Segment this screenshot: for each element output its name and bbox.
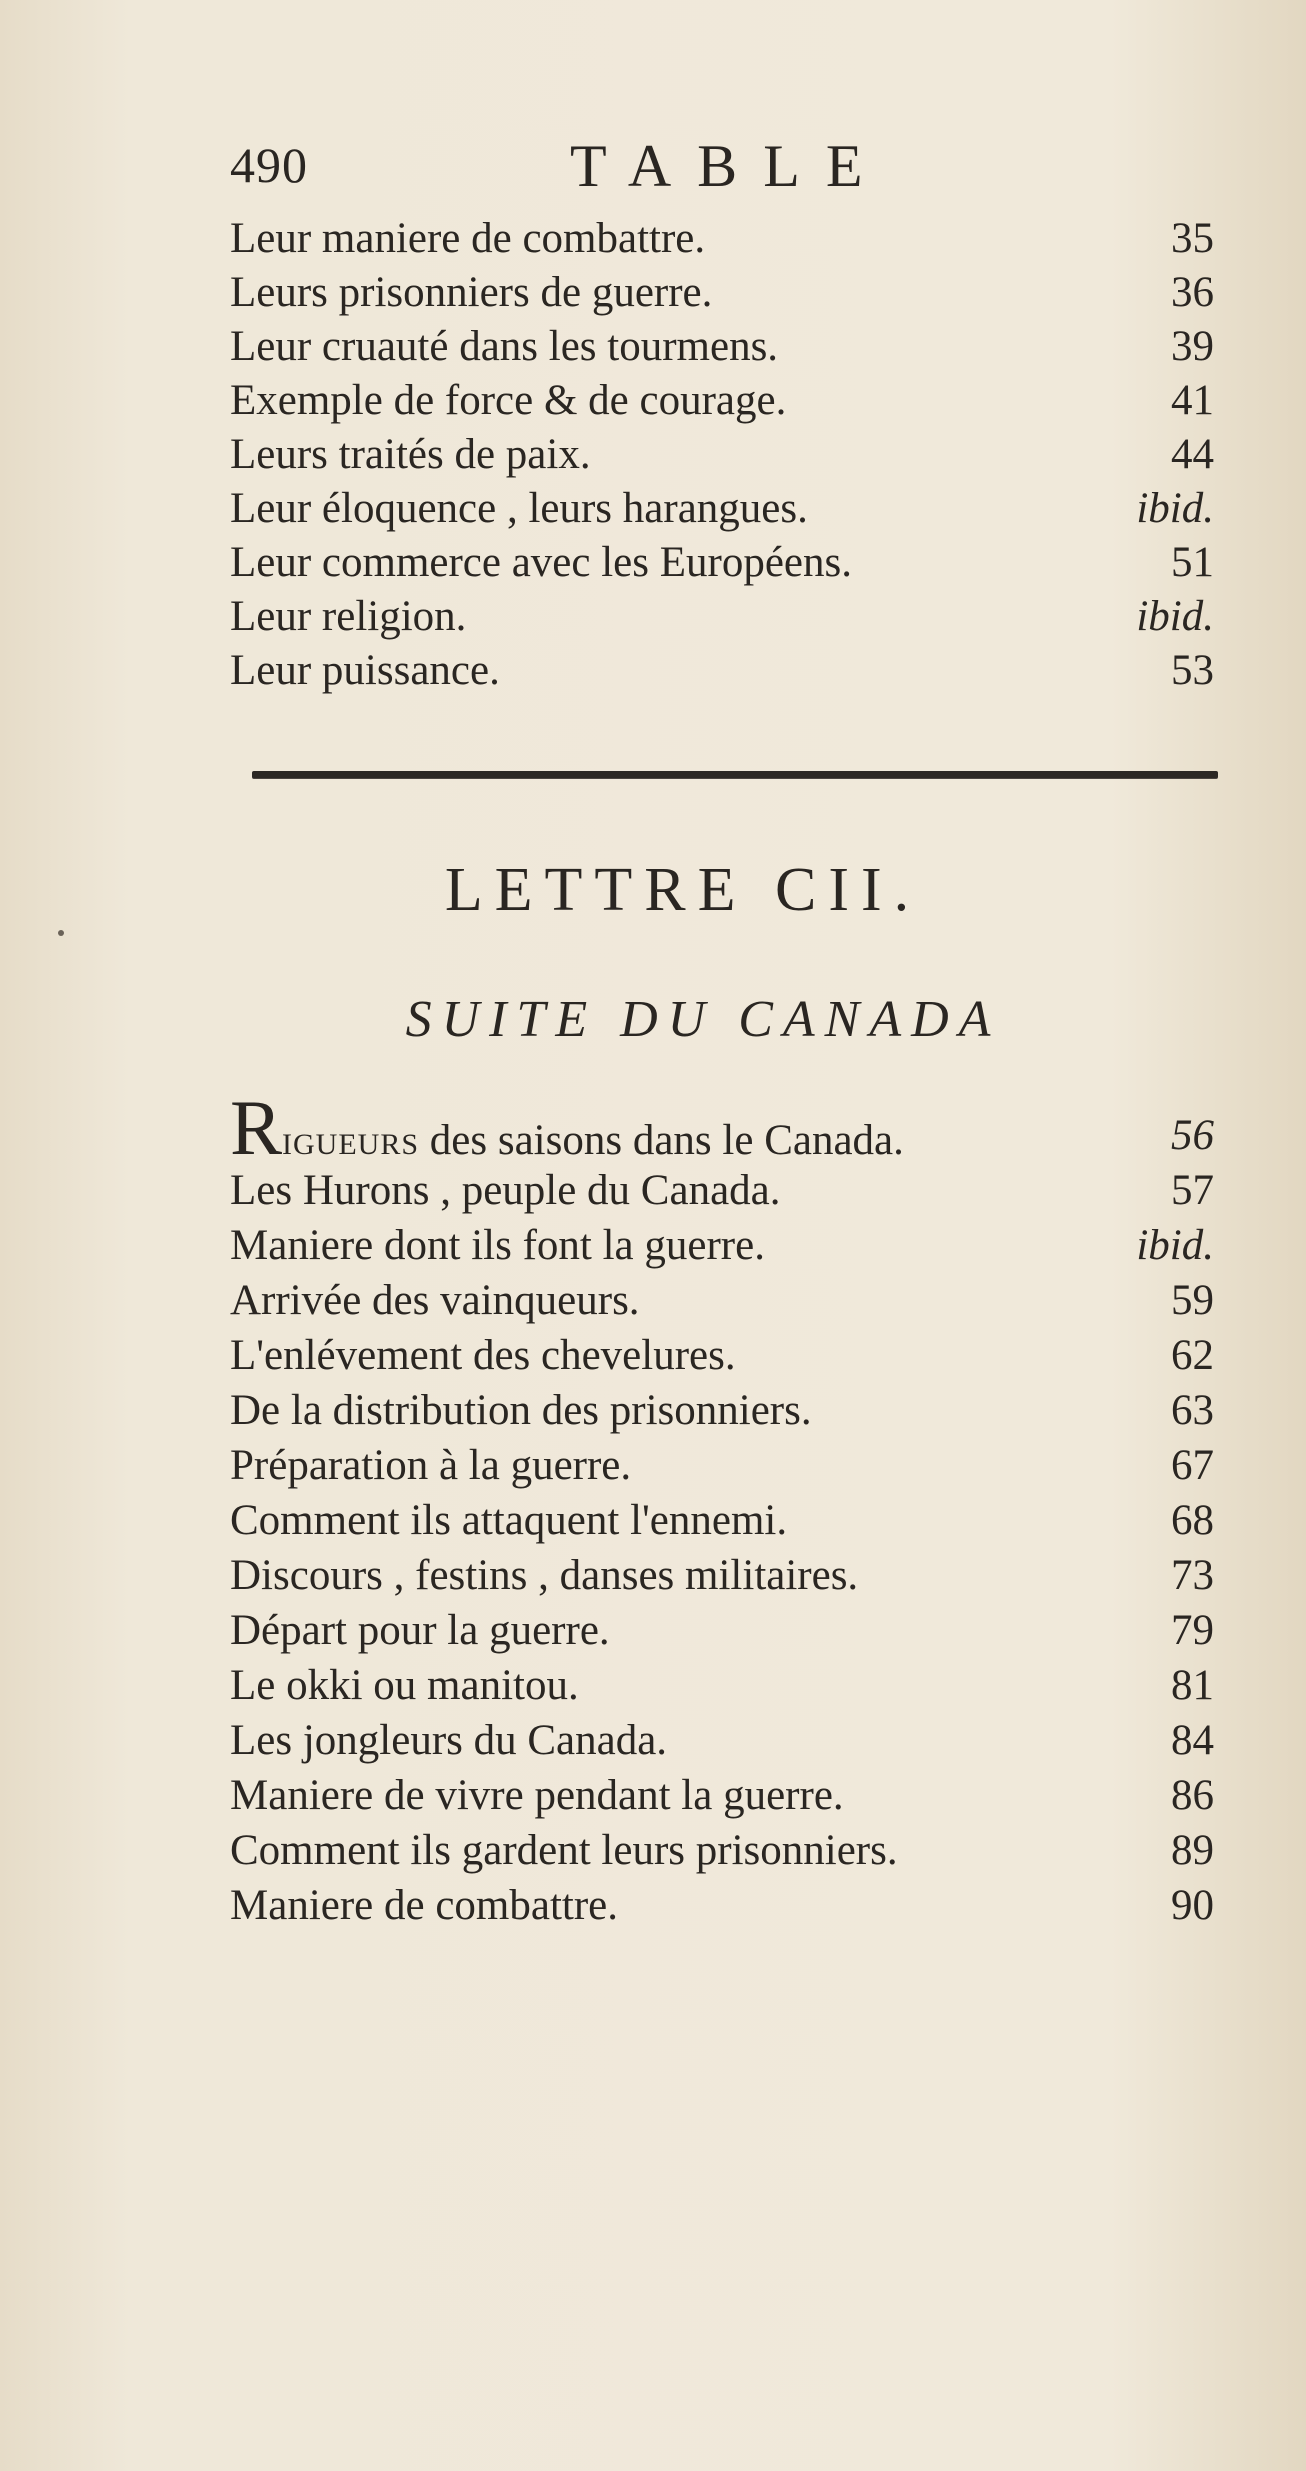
page-header bbox=[230, 132, 1210, 212]
toc-top-list bbox=[230, 212, 1240, 698]
toc-entry-text: Maniere de vivre pendant la guerre. bbox=[230, 1772, 844, 1819]
toc-entry bbox=[230, 1273, 1240, 1328]
toc-entry bbox=[230, 1438, 1240, 1493]
toc-entry bbox=[230, 1768, 1240, 1823]
toc-entry-text: Départ pour la guerre. bbox=[230, 1607, 610, 1654]
toc-entry bbox=[230, 644, 1240, 698]
toc-page-number: 84 bbox=[1171, 1717, 1214, 1764]
toc-entry-text: Leur commerce avec les Européens. bbox=[230, 539, 852, 586]
toc-entry-text: Maniere de combattre. bbox=[230, 1882, 619, 1929]
toc-page-number: 68 bbox=[1171, 1497, 1214, 1544]
toc-entry-text: De la distribution des prisonniers. bbox=[230, 1387, 812, 1434]
toc-page-number: 62 bbox=[1171, 1332, 1214, 1379]
toc-page-number: 44 bbox=[1171, 431, 1214, 478]
smallcaps-text: IGUEURS bbox=[282, 1128, 420, 1161]
toc-bottom-list bbox=[230, 1084, 1240, 1933]
page-number: 490 bbox=[230, 137, 308, 193]
toc-entry-first bbox=[230, 1084, 1240, 1171]
toc-entry-text: Maniere dont ils font la guerre. bbox=[230, 1222, 765, 1269]
toc-entry-text: Arrivée des vainqueurs. bbox=[230, 1277, 640, 1324]
toc-entry bbox=[230, 1878, 1240, 1933]
toc-entry-text: Leur cruauté dans les tourmens. bbox=[230, 323, 779, 370]
toc-page-number: 67 bbox=[1171, 1442, 1214, 1489]
toc-page-number: 63 bbox=[1171, 1387, 1214, 1434]
toc-entry bbox=[230, 590, 1240, 644]
toc-page-number: ibid. bbox=[1136, 485, 1214, 532]
toc-page-number: 79 bbox=[1171, 1607, 1214, 1654]
toc-page-number: 36 bbox=[1171, 269, 1214, 316]
toc-page-number: ibid. bbox=[1136, 593, 1214, 640]
toc-entry bbox=[230, 1383, 1240, 1438]
toc-page-number: ibid. bbox=[1136, 1222, 1214, 1269]
toc-entry bbox=[230, 428, 1240, 482]
toc-entry bbox=[230, 1218, 1240, 1273]
toc-entry bbox=[230, 212, 1240, 266]
toc-entry-text: Leur éloquence , leurs harangues. bbox=[230, 485, 808, 532]
toc-entry-text: Les jongleurs du Canada. bbox=[230, 1717, 668, 1764]
toc-entry bbox=[230, 266, 1240, 320]
toc-page-number: 89 bbox=[1171, 1827, 1214, 1874]
toc-page-number: 51 bbox=[1171, 539, 1214, 586]
toc-entry-text: Les Hurons , peuple du Canada. bbox=[230, 1167, 781, 1214]
toc-entry bbox=[230, 1713, 1240, 1768]
toc-page-number: 59 bbox=[1171, 1277, 1214, 1324]
running-title: TABLE bbox=[570, 133, 889, 199]
toc-entry-text: Préparation à la guerre. bbox=[230, 1442, 632, 1489]
toc-entry bbox=[230, 320, 1240, 374]
toc-entry-text: L'enlévement des chevelures. bbox=[230, 1332, 736, 1379]
section-divider-rule bbox=[252, 771, 1218, 778]
toc-entry-text: Le okki ou manitou. bbox=[230, 1662, 579, 1709]
entry-rest-text: des saisons dans le Canada. bbox=[419, 1117, 904, 1164]
toc-page-number: 57 bbox=[1171, 1167, 1214, 1214]
toc-entry bbox=[230, 1658, 1240, 1713]
toc-entry bbox=[230, 482, 1240, 536]
toc-page-number: 56 bbox=[1171, 1112, 1214, 1159]
toc-entry-text: Leur maniere de combattre. bbox=[230, 215, 706, 262]
toc-entry-text: Discours , festins , danses militaires. bbox=[230, 1552, 859, 1599]
toc-entry bbox=[230, 374, 1240, 428]
toc-page-number: 53 bbox=[1171, 647, 1214, 694]
toc-page-number: 73 bbox=[1171, 1552, 1214, 1599]
paper-speck bbox=[58, 930, 64, 936]
letter-title: LETTRE CII. bbox=[444, 856, 922, 924]
toc-entry bbox=[230, 1328, 1240, 1383]
dropcap: R bbox=[230, 1084, 283, 1171]
toc-entry bbox=[230, 1823, 1240, 1878]
toc-entry bbox=[230, 1548, 1240, 1603]
toc-entry bbox=[230, 1493, 1240, 1548]
toc-page-number: 41 bbox=[1171, 377, 1214, 424]
toc-entry-text: Comment ils attaquent l'ennemi. bbox=[230, 1497, 788, 1544]
toc-entry-text: Leur puissance. bbox=[230, 647, 500, 694]
toc-entry bbox=[230, 1603, 1240, 1658]
toc-entry bbox=[230, 1163, 1240, 1218]
toc-entry-text: Leurs prisonniers de guerre. bbox=[230, 269, 713, 316]
letter-subtitle: SUITE DU CANADA bbox=[405, 991, 1001, 1048]
toc-entry-text: Leurs traités de paix. bbox=[230, 431, 591, 478]
toc-page-number: 35 bbox=[1171, 215, 1214, 262]
toc-page-number: 90 bbox=[1171, 1882, 1214, 1929]
toc-page-number: 86 bbox=[1171, 1772, 1214, 1819]
toc-entry-text: Leur religion. bbox=[230, 593, 467, 640]
toc-page-number: 81 bbox=[1171, 1662, 1214, 1709]
toc-entry-text: Comment ils gardent leurs prisonniers. bbox=[230, 1827, 898, 1874]
toc-page-number: 39 bbox=[1171, 323, 1214, 370]
toc-entry bbox=[230, 536, 1240, 590]
toc-entry-text: Exemple de force & de courage. bbox=[230, 377, 787, 424]
